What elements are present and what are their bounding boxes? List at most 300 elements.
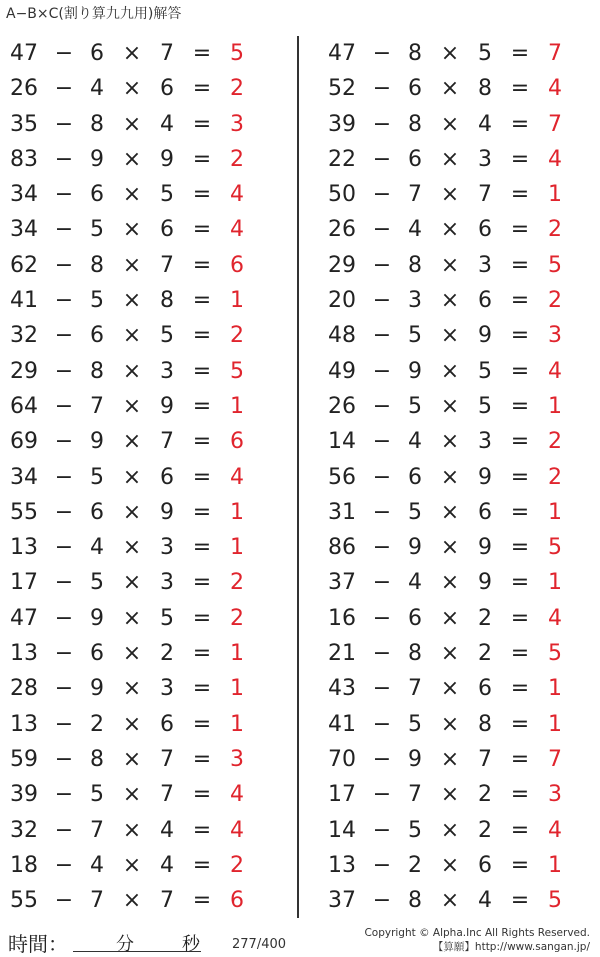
answer: 1 [548,852,562,878]
equals-sign: = [192,570,212,596]
minus-sign: − [372,323,392,349]
multiplier: 3 [478,146,492,172]
multiplier: 6 [478,676,492,702]
minuend: 86 [328,535,356,561]
times-sign: × [440,641,460,667]
multiplicand: 8 [408,252,422,278]
equals-sign: = [192,676,212,702]
problem-row [318,848,600,883]
equals-sign: = [192,888,212,914]
minus-sign: − [372,746,392,772]
problem-row [318,601,600,636]
multiplier: 7 [478,746,492,772]
times-sign: × [440,888,460,914]
multiplicand: 6 [90,499,104,525]
problem-row [0,212,290,247]
multiplicand: 5 [90,288,104,314]
times-sign: × [122,252,142,278]
site-url: 【算願】http://www.sangan.jp/ [432,941,590,953]
times-sign: × [122,111,142,137]
minuend: 22 [328,146,356,172]
multiplier: 3 [160,358,174,384]
minus-sign: − [54,605,74,631]
minus-sign: − [372,146,392,172]
multiplicand: 6 [408,146,422,172]
multiplier: 9 [478,570,492,596]
answer: 1 [548,570,562,596]
problem-row [0,36,290,71]
minuend: 70 [328,746,356,772]
times-sign: × [440,146,460,172]
minus-sign: − [54,888,74,914]
problem-row [318,389,600,424]
equals-sign: = [192,535,212,561]
multiplicand: 8 [90,746,104,772]
multiplicand: 5 [408,499,422,525]
multiplicand: 8 [408,888,422,914]
times-sign: × [440,41,460,66]
minus-sign: − [54,358,74,384]
times-sign: × [440,782,460,808]
equals-sign: = [192,252,212,278]
problem-row [0,142,290,177]
multiplier: 9 [160,393,174,419]
multiplicand: 4 [408,217,422,243]
minuend: 55 [10,499,38,525]
minus-sign: − [372,252,392,278]
multiplier: 6 [478,852,492,878]
minus-sign: − [54,852,74,878]
answer: 1 [548,182,562,208]
times-sign: × [440,464,460,490]
answer: 1 [230,288,244,314]
multiplier: 4 [160,111,174,137]
minuend: 31 [328,499,356,525]
problem-row [318,707,600,742]
minuend: 55 [10,888,38,914]
problem-row [0,283,290,318]
multiplicand: 7 [408,782,422,808]
answer: 6 [230,252,244,278]
answer: 1 [548,393,562,419]
problem-row [0,883,290,918]
multiplier: 7 [160,782,174,808]
multiplicand: 7 [408,676,422,702]
equals-sign: = [510,252,530,278]
answer: 5 [548,252,562,278]
times-sign: × [122,499,142,525]
minus-sign: − [372,852,392,878]
column-divider [297,36,299,918]
problem-row [0,495,290,530]
multiplicand: 6 [408,76,422,102]
multiplier: 5 [160,605,174,631]
multiplier: 6 [478,217,492,243]
minus-sign: − [54,146,74,172]
answer: 5 [230,358,244,384]
problem-column-right [318,36,600,918]
times-sign: × [122,570,142,596]
minuend: 20 [328,288,356,314]
minus-sign: − [54,76,74,102]
multiplicand: 6 [90,41,104,66]
multiplicand: 8 [90,358,104,384]
problem-row [0,71,290,106]
equals-sign: = [510,323,530,349]
multiplier: 9 [478,323,492,349]
multiplicand: 8 [408,641,422,667]
multiplier: 7 [160,746,174,772]
minus-sign: − [54,111,74,137]
multiplicand: 6 [90,323,104,349]
problem-row [0,777,290,812]
minus-sign: − [372,535,392,561]
equals-sign: = [510,111,530,137]
multiplicand: 5 [408,393,422,419]
times-sign: × [122,76,142,102]
multiplier: 4 [160,852,174,878]
times-sign: × [440,182,460,208]
answer: 3 [230,111,244,137]
answer: 1 [230,641,244,667]
equals-sign: = [510,76,530,102]
minuend: 37 [328,888,356,914]
multiplicand: 5 [408,323,422,349]
equals-sign: = [510,393,530,419]
minuend: 64 [10,393,38,419]
problem-row [0,565,290,600]
times-sign: × [122,182,142,208]
problem-row [0,813,290,848]
answer: 4 [230,817,244,843]
multiplicand: 5 [408,817,422,843]
answer: 2 [230,570,244,596]
minuend: 26 [10,76,38,102]
equals-sign: = [192,464,212,490]
multiplicand: 5 [90,217,104,243]
multiplier: 9 [160,146,174,172]
equals-sign: = [192,852,212,878]
equals-sign: = [510,217,530,243]
multiplier: 4 [478,111,492,137]
minuend: 48 [328,323,356,349]
problem-row [0,318,290,353]
times-sign: × [122,711,142,737]
answer: 5 [548,641,562,667]
minuend: 17 [10,570,38,596]
minus-sign: − [54,782,74,808]
times-sign: × [440,817,460,843]
minus-sign: − [54,817,74,843]
minuend: 41 [10,288,38,314]
equals-sign: = [510,464,530,490]
multiplier: 2 [160,641,174,667]
equals-sign: = [510,676,530,702]
problem-row [318,424,600,459]
minuend: 56 [328,464,356,490]
multiplicand: 9 [90,676,104,702]
minuend: 18 [10,852,38,878]
multiplicand: 6 [408,464,422,490]
minus-sign: − [54,288,74,314]
times-sign: × [122,41,142,66]
answer: 1 [230,535,244,561]
equals-sign: = [510,146,530,172]
equals-sign: = [510,429,530,455]
times-sign: × [122,746,142,772]
minus-sign: − [54,182,74,208]
minus-sign: − [372,182,392,208]
answer: 6 [230,429,244,455]
minus-sign: − [372,605,392,631]
multiplier: 5 [478,41,492,66]
problem-row [318,460,600,495]
problem-row [318,212,600,247]
problem-row [0,742,290,777]
answer: 1 [230,499,244,525]
times-sign: × [122,782,142,808]
answer: 1 [548,499,562,525]
minuend: 52 [328,76,356,102]
times-sign: × [440,605,460,631]
minuend: 29 [10,358,38,384]
minus-sign: − [54,535,74,561]
multiplicand: 5 [90,782,104,808]
multiplier: 7 [160,252,174,278]
multiplicand: 8 [408,111,422,137]
worksheet-title: A−B×C(割り算九九用)解答 [6,6,182,22]
problem-row [0,424,290,459]
answer: 3 [548,323,562,349]
multiplicand: 5 [90,570,104,596]
times-sign: × [440,323,460,349]
minus-sign: − [372,817,392,843]
multiplicand: 4 [408,570,422,596]
times-sign: × [440,852,460,878]
minuend: 59 [10,746,38,772]
multiplier: 4 [478,888,492,914]
multiplier: 8 [478,76,492,102]
times-sign: × [440,676,460,702]
problem-row [318,530,600,565]
multiplicand: 7 [90,817,104,843]
answer: 4 [548,605,562,631]
multiplier: 6 [478,288,492,314]
multiplicand: 6 [90,641,104,667]
equals-sign: = [192,429,212,455]
minuend: 26 [328,393,356,419]
multiplier: 5 [478,358,492,384]
times-sign: × [122,852,142,878]
minus-sign: − [372,41,392,66]
multiplicand: 9 [408,746,422,772]
answer: 5 [230,41,244,66]
multiplier: 2 [478,782,492,808]
multiplicand: 8 [90,111,104,137]
answer: 2 [548,288,562,314]
answer: 4 [548,817,562,843]
answer: 2 [548,217,562,243]
multiplicand: 2 [90,711,104,737]
minus-sign: − [372,217,392,243]
multiplicand: 5 [408,711,422,737]
answer: 3 [230,746,244,772]
multiplicand: 6 [408,605,422,631]
multiplier: 7 [160,41,174,66]
minuend: 26 [328,217,356,243]
answer: 2 [548,429,562,455]
multiplier: 3 [160,570,174,596]
answer: 3 [548,782,562,808]
problem-row [318,318,600,353]
equals-sign: = [192,817,212,843]
minus-sign: − [372,288,392,314]
equals-sign: = [510,535,530,561]
multiplicand: 2 [408,852,422,878]
problem-row [0,389,290,424]
problem-row [0,636,290,671]
equals-sign: = [192,641,212,667]
times-sign: × [440,570,460,596]
minus-sign: − [54,676,74,702]
times-sign: × [440,393,460,419]
minuend: 47 [10,41,38,66]
equals-sign: = [510,817,530,843]
minus-sign: − [54,429,74,455]
problem-row [318,283,600,318]
times-sign: × [122,217,142,243]
times-sign: × [122,464,142,490]
equals-sign: = [510,746,530,772]
equals-sign: = [510,605,530,631]
multiplicand: 9 [90,146,104,172]
answer: 6 [230,888,244,914]
copyright-block [364,926,590,954]
answer: 1 [548,676,562,702]
equals-sign: = [510,888,530,914]
minuend: 21 [328,641,356,667]
minuend: 35 [10,111,38,137]
seconds-unit: 秒 [182,934,200,955]
multiplicand: 9 [90,605,104,631]
answer: 4 [230,782,244,808]
multiplier: 5 [160,182,174,208]
problem-row [318,71,600,106]
equals-sign: = [192,782,212,808]
times-sign: × [440,252,460,278]
equals-sign: = [510,852,530,878]
times-sign: × [122,535,142,561]
minus-sign: − [372,711,392,737]
problem-row [318,36,600,71]
multiplier: 9 [160,499,174,525]
multiplier: 3 [478,429,492,455]
problem-row [318,248,600,283]
problem-row [0,354,290,389]
problem-row [318,883,600,918]
multiplier: 6 [478,499,492,525]
multiplier: 2 [478,605,492,631]
problem-row [0,177,290,212]
minuend: 43 [328,676,356,702]
minuend: 34 [10,217,38,243]
minus-sign: − [372,641,392,667]
minus-sign: − [54,641,74,667]
minus-sign: − [372,393,392,419]
equals-sign: = [510,782,530,808]
answer: 5 [548,535,562,561]
minus-sign: − [54,499,74,525]
equals-sign: = [510,570,530,596]
multiplier: 7 [478,182,492,208]
minus-sign: − [372,464,392,490]
multiplicand: 9 [90,429,104,455]
problem-row [0,107,290,142]
multiplicand: 3 [408,288,422,314]
minuend: 13 [10,535,38,561]
minuend: 13 [10,711,38,737]
multiplicand: 7 [90,393,104,419]
minuend: 41 [328,711,356,737]
equals-sign: = [192,288,212,314]
times-sign: × [122,641,142,667]
minus-sign: − [54,711,74,737]
minuend: 34 [10,464,38,490]
minuend: 17 [328,782,356,808]
equals-sign: = [192,76,212,102]
minus-sign: − [372,570,392,596]
times-sign: × [122,288,142,314]
problem-row [0,460,290,495]
equals-sign: = [510,711,530,737]
minus-sign: − [372,429,392,455]
minuend: 47 [328,41,356,66]
multiplicand: 7 [90,888,104,914]
multiplier: 6 [160,217,174,243]
minus-sign: − [372,358,392,384]
answer: 2 [230,605,244,631]
minus-sign: − [54,217,74,243]
times-sign: × [440,76,460,102]
equals-sign: = [192,605,212,631]
multiplier: 7 [160,429,174,455]
time-label: 時間： [8,932,68,956]
equals-sign: = [192,182,212,208]
problem-row [318,495,600,530]
answer: 2 [230,323,244,349]
times-sign: × [440,111,460,137]
times-sign: × [440,429,460,455]
problem-column-left [0,36,290,918]
minus-sign: − [54,570,74,596]
multiplier: 3 [160,535,174,561]
equals-sign: = [192,41,212,66]
minuend: 39 [10,782,38,808]
problem-row [0,530,290,565]
multiplier: 6 [160,76,174,102]
multiplicand: 4 [90,76,104,102]
minus-sign: − [372,76,392,102]
minuend: 16 [328,605,356,631]
answer: 4 [548,146,562,172]
multiplicand: 8 [90,252,104,278]
times-sign: × [122,323,142,349]
times-sign: × [122,817,142,843]
problem-row [318,565,600,600]
minuend: 32 [10,817,38,843]
times-sign: × [122,888,142,914]
multiplier: 5 [478,393,492,419]
